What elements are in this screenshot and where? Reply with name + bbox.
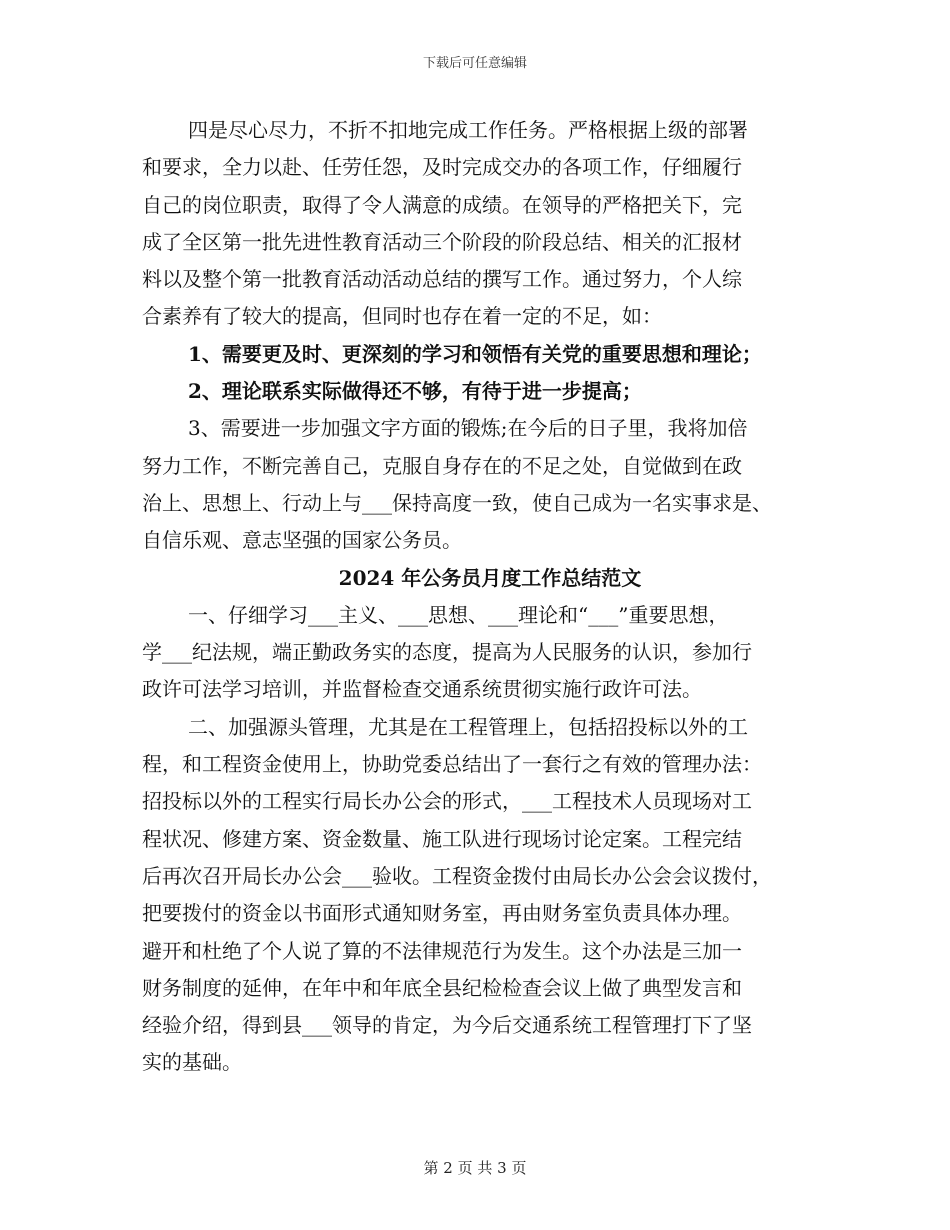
list-item-2: 2、理论联系实际做得还不够，有待于进一步提高； xyxy=(188,379,642,404)
paragraph-line: 一、仔细学习___主义、___思想、___理论和“___”重要思想， xyxy=(188,602,729,627)
paragraph-line: 经验介绍，得到县___领导的肯定，为今后交通系统工程管理打下了坚 xyxy=(142,1013,752,1038)
paragraph-line: 把要拨付的资金以书面形式通知财务室，再由财务室负责具体办理。 xyxy=(142,901,742,926)
paragraph-line: 合素养有了较大的提高，但同时也存在着一定的不足，如： xyxy=(142,304,662,329)
page-header: 下载后可任意编辑 xyxy=(422,56,527,71)
paragraph-line: 避开和杜绝了个人说了算的不法律规范行为发生。这个办法是三加一 xyxy=(142,938,742,963)
paragraph-line: 财务制度的延伸，在年中和年底全县纪检检查会议上做了典型发言和 xyxy=(142,975,742,1000)
list-item-1: 1、需要更及时、更深刻的学习和领悟有关党的重要思想和理论； xyxy=(188,341,762,366)
paragraph-line: 自己的岗位职责，取得了令人满意的成绩。在领导的严格把关下，完 xyxy=(142,192,742,217)
paragraph-line: 后再次召开局长办公会___验收。工程资金拨付由局长办公会会议拨付， xyxy=(142,863,772,888)
document-body xyxy=(142,112,822,1082)
list-item-3: 3、需要进一步加强文字方面的锻炼;在今后的日子里，我将加倍 xyxy=(188,416,748,441)
section-title: 2024 年公务员月度工作总结范文 xyxy=(338,565,642,590)
paragraph-line: 二、加强源头管理，尤其是在工程管理上，包括招投标以外的工 xyxy=(188,714,748,739)
paragraph-line: 政许可法学习培训，并监督检查交通系统贯彻实施行政许可法。 xyxy=(142,677,702,702)
paragraph-line: 治上、思想上、行动上与___保持高度一致，使自己成为一名实事求是、 xyxy=(142,490,772,515)
paragraph-line: 招投标以外的工程实行局长办公会的形式，___工程技术人员现场对工 xyxy=(142,789,752,814)
paragraph-line: 自信乐观、意志坚强的国家公务员。 xyxy=(142,528,462,553)
paragraph-line: 料以及整个第一批教育活动活动总结的撰写工作。通过努力，个人综 xyxy=(142,267,742,292)
page-footer: 第 2 页 共 3 页 xyxy=(423,1159,527,1177)
paragraph-line: 和要求，全力以赴、任劳任怨，及时完成交办的各项工作，仔细履行 xyxy=(142,155,742,180)
paragraph-line: 成了全区第一批先进性教育活动三个阶段的阶段总结、相关的汇报材 xyxy=(142,229,742,254)
paragraph-line: 程状况、修建方案、资金数量、施工队进行现场讨论定案。工程完结 xyxy=(142,826,742,851)
paragraph-line: 四是尽心尽力，不折不扣地完成工作任务。严格根据上级的部署 xyxy=(188,118,748,142)
paragraph-line: 努力工作，不断完善自己，克服自身存在的不足之处，自觉做到在政 xyxy=(142,453,742,478)
paragraph-line: 程，和工程资金使用上，协助党委总结出了一套行之有效的管理办法： xyxy=(142,752,762,777)
paragraph-line: 学___纪法规，端正勤政务实的态度，提高为人民服务的认识，参加行 xyxy=(142,640,752,665)
paragraph-line: 实的基础。 xyxy=(142,1050,242,1075)
